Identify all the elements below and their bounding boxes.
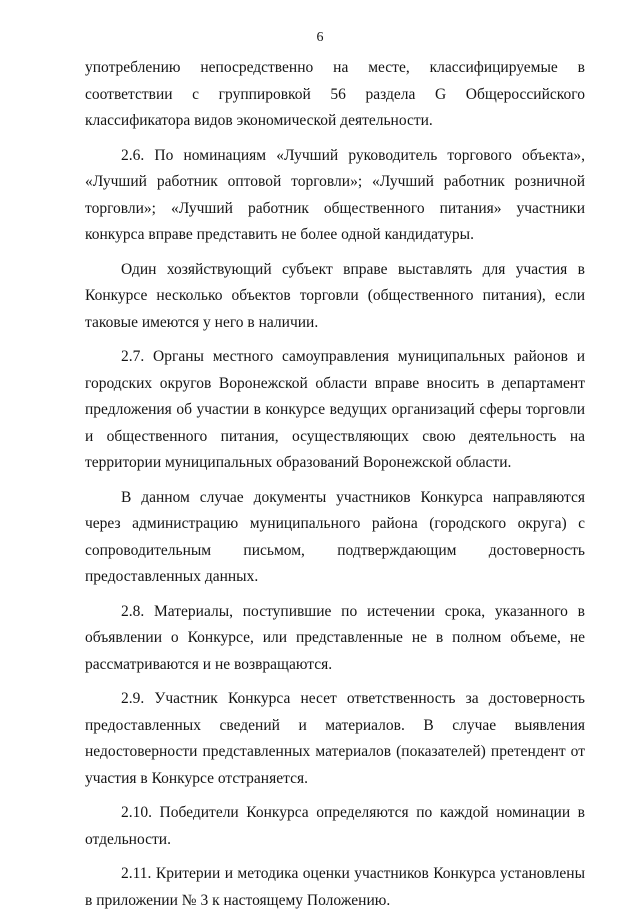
paragraph-2-9: 2.9. Участник Конкурса несет ответственность за достоверность предоставленных сведений и материалов. В случае выявления недостоверности представленных материалов (показателей) претендент от участия в Конкурсе отстраняется.: [85, 690, 585, 787]
paragraph-2-7-note: В данном случае документы участников Конкурса направляются через администрацию муниципального района (городского округа) с сопроводительным письмом, подтверждающим достоверность предоставленных данных.: [85, 488, 585, 585]
paragraph-2-8: 2.8. Материалы, поступившие по истечении срока, указанного в объявлении о Конкурсе, или представленные не в полном объеме, не рассматриваются и не возвращаются.: [85, 602, 585, 673]
document-body: [85, 55, 585, 914]
paragraph-2-11: 2.11. Критерии и методика оценки участников Конкурса установлены в приложении № 3 к настоящему Положению.: [85, 865, 585, 909]
page-number: 6: [316, 30, 324, 45]
paragraph-continuation: употреблению непосредственно на месте, классифицируемые в соответствии с группировкой 56 раздела G Общероссийского классификатора видов экономической деятельности.: [85, 59, 585, 129]
paragraph-2-6-note: Один хозяйствующий субъект вправе выставлять для участия в Конкурсе несколько объектов торговли (общественного питания), если таковые имеются у него в наличии.: [85, 260, 585, 331]
paragraph-2-10: 2.10. Победители Конкурса определяются по каждой номинации в отдельности.: [85, 804, 585, 848]
paragraph-2-7: 2.7. Органы местного самоуправления муниципальных районов и городских округов Воронежской области вправе вносить в департамент предложения об участии в конкурсе ведущих организаций сферы торговли и общественного питания, осуществляющих свою деятельность на территории муниципальных образований Воронежской области.: [85, 348, 585, 471]
paragraph-2-6: 2.6. По номинациям «Лучший руководитель торгового объекта», «Лучший работник оптовой торговли»; «Лучший работник розничной торговли»; «Лучший работник общественного питания» участники конкурса вправе представить не более одной кандидатуры.: [85, 146, 585, 243]
